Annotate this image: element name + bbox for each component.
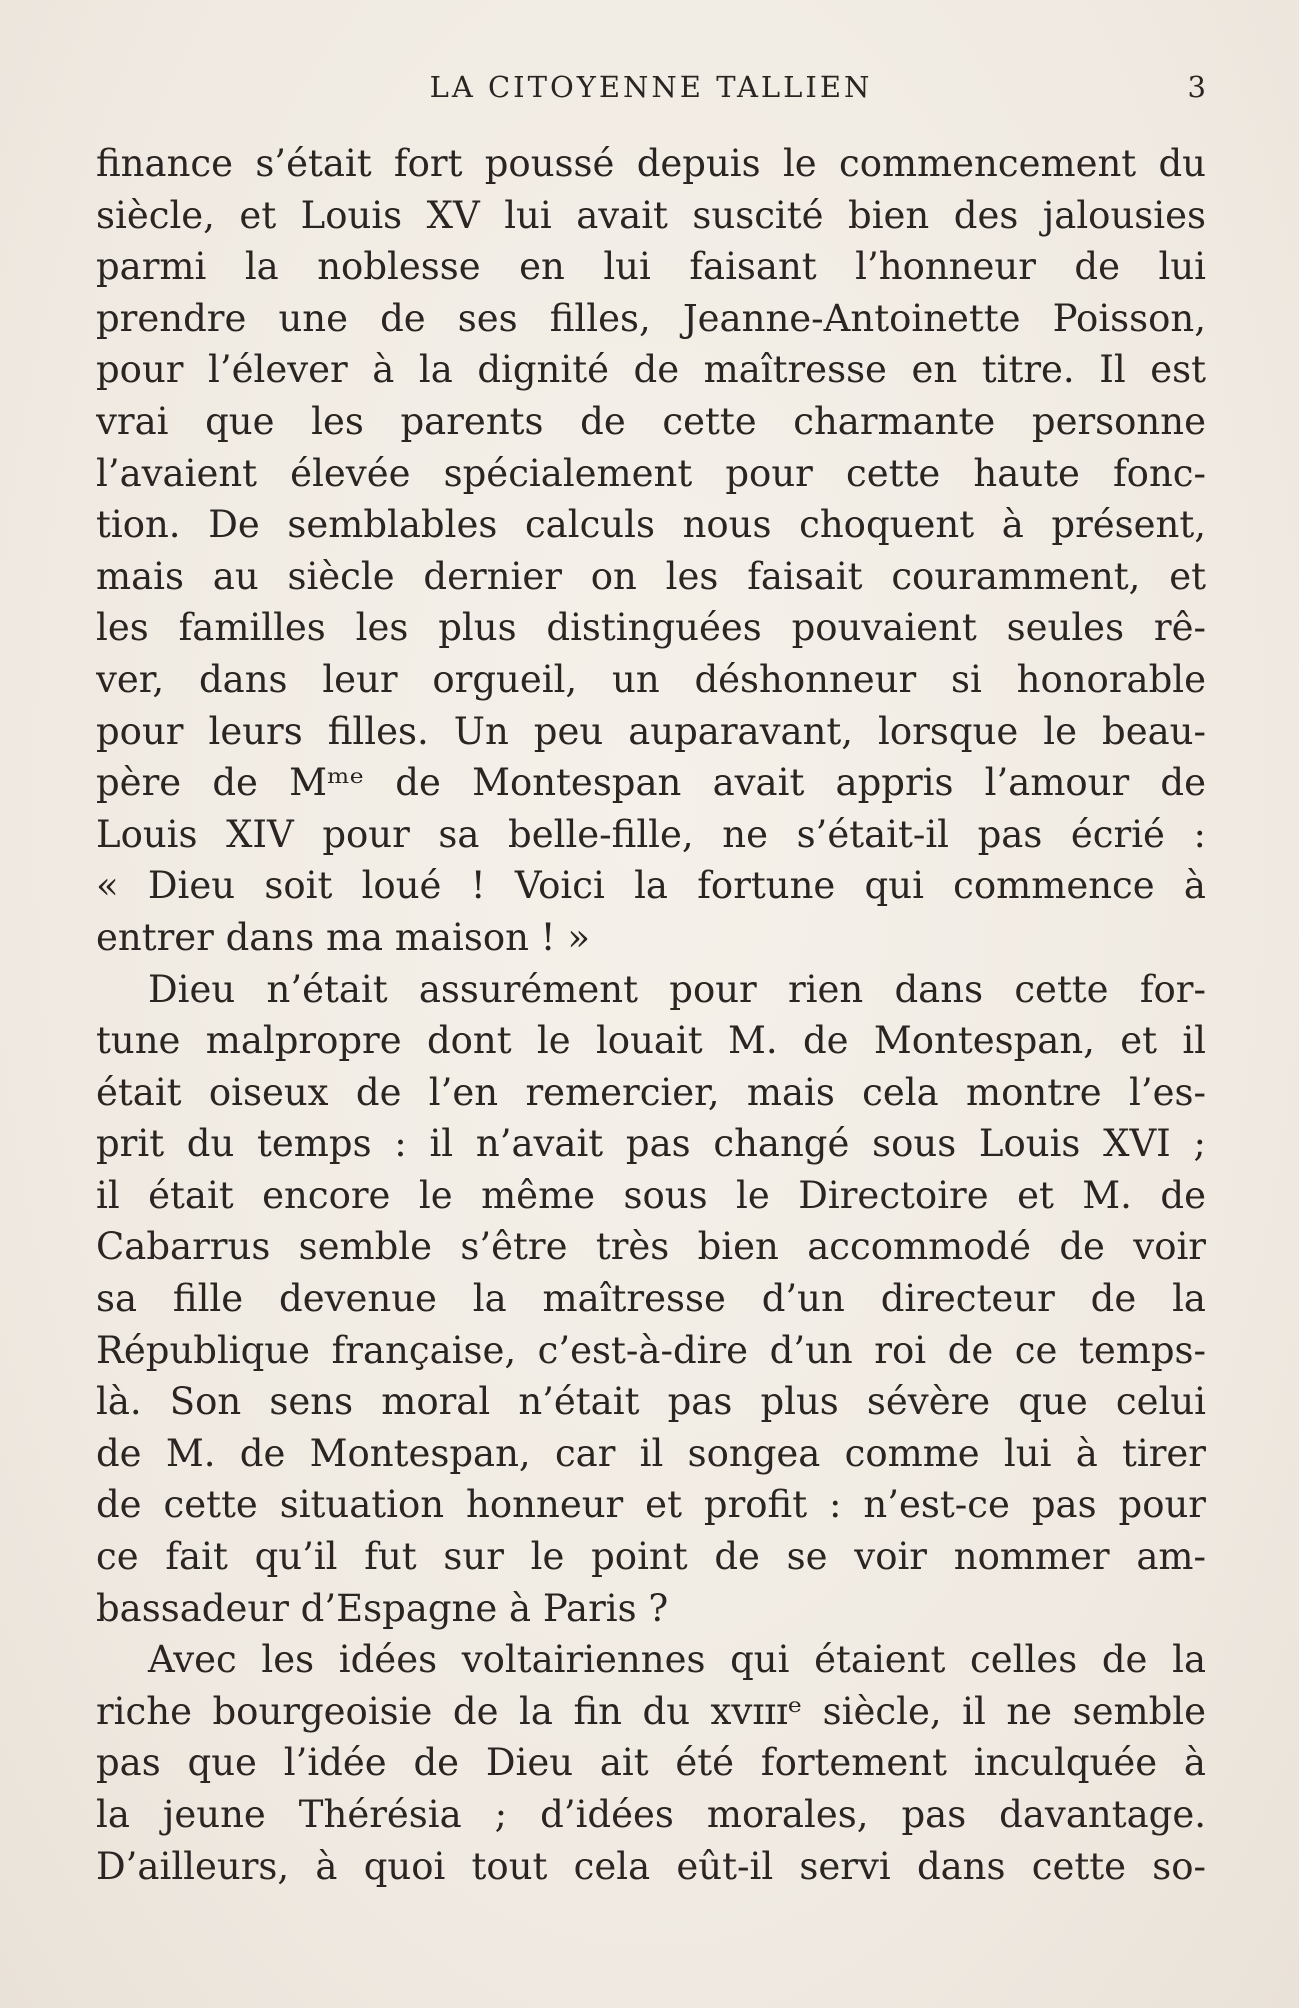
text-line: bassadeur d’Espagne à Paris ? (96, 1586, 669, 1630)
text-line: « Dieu soit loué ! Voici la fortune qui commence à (96, 864, 1206, 908)
text-line: sa fille devenue la maîtresse d’un directeur de la (96, 1277, 1206, 1321)
text-line: là. Son sens moral n’était pas plus sévère que celui (96, 1380, 1206, 1424)
text-line: les familles les plus distinguées pouvaient seules rê- (96, 606, 1206, 650)
text-line: siècle, et Louis XV lui avait suscité bien des jalousies (96, 193, 1206, 237)
text-line: Louis XIV pour sa belle-fille, ne s’était-il pas écrié : (96, 812, 1206, 856)
text-line: riche bourgeoisie de la fin du xᴠɪɪɪᵉ siècle, il ne semble (96, 1689, 1206, 1733)
text-line: pour l’élever à la dignité de maîtresse en titre. Il est (96, 348, 1206, 392)
text-line: parmi la noblesse en lui faisant l’honneur de lui (96, 245, 1206, 289)
page-header (96, 70, 1206, 110)
text-line: Dieu n’était assurément pour rien dans cette for- (148, 967, 1206, 1011)
text-line: était oiseux de l’en remercier, mais cela montre l’es- (96, 1070, 1206, 1114)
text-line: il était encore le même sous le Directoire et M. de (96, 1173, 1206, 1217)
text-line: pour leurs filles. Un peu auparavant, lorsque le beau- (96, 709, 1206, 753)
page-number: 3 (1187, 70, 1206, 104)
text-line: tion. De semblables calculs nous choquent à présent, (96, 503, 1206, 547)
text-line: vrai que les parents de cette charmante personne (96, 399, 1206, 443)
body-text (96, 138, 1206, 1892)
text-line: pas que l’idée de Dieu ait été fortement inculquée à (96, 1741, 1206, 1785)
text-line: de cette situation honneur et profit : n’est-ce pas pour (96, 1483, 1206, 1527)
text-line: finance s’était fort poussé depuis le commencement du (96, 142, 1206, 185)
text-line: père de Mᵐᵉ de Montespan avait appris l’amour de (96, 761, 1206, 805)
text-line: ver, dans leur orgueil, un déshonneur si honorable (96, 657, 1206, 701)
text-line: prit du temps : il n’avait pas changé sous Louis XVI ; (96, 1122, 1206, 1166)
text-line: prendre une de ses filles, Jeanne-Antoinette Poisson, (96, 296, 1206, 340)
text-line: de M. de Montespan, car il songea comme lui à tirer (96, 1431, 1206, 1475)
text-line: la jeune Thérésia ; d’idées morales, pas davantage. (96, 1793, 1206, 1836)
text-line: D’ailleurs, à quoi tout cela eût-il servi dans cette so- (96, 1844, 1206, 1888)
text-line: ce fait qu’il fut sur le point de se voir nommer am- (96, 1535, 1206, 1579)
running-title: LA CITOYENNE TALLIEN (429, 70, 873, 104)
text-line: l’avaient élevée spécialement pour cette haute fonc- (96, 451, 1206, 495)
text-line: mais au siècle dernier on les faisait couramment, et (96, 554, 1206, 598)
text-line: République française, c’est-à-dire d’un roi de ce temps- (96, 1328, 1206, 1372)
text-line: Avec les idées voltairiennes qui étaient celles de la (148, 1638, 1206, 1682)
text-line: tune malpropre dont le louait M. de Montespan, et il (96, 1019, 1206, 1063)
text-line: Cabarrus semble s’être très bien accommodé de voir (96, 1225, 1206, 1269)
text-line: entrer dans ma maison ! » (96, 915, 590, 959)
